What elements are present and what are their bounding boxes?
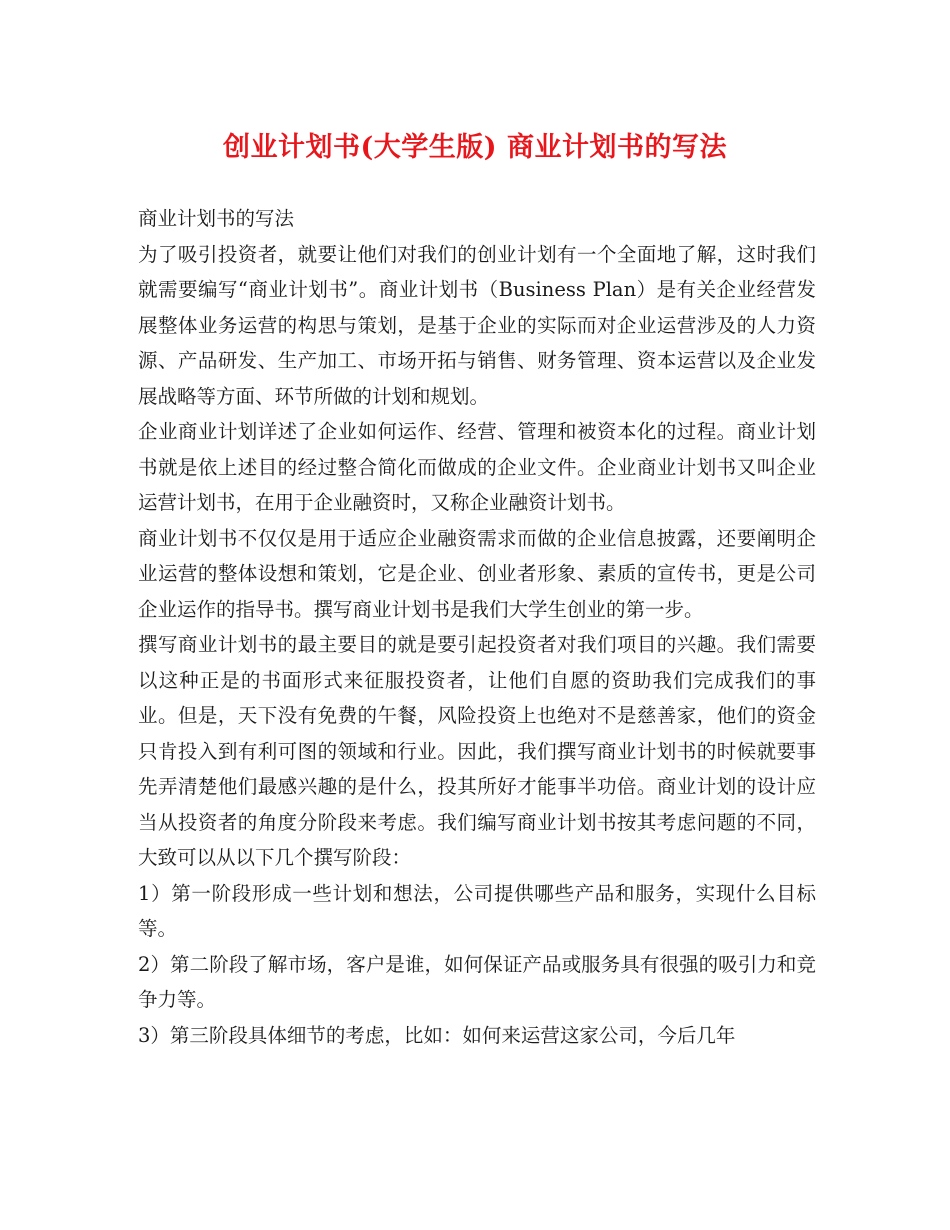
- paragraph: 为了吸引投资者，就要让他们对我们的创业计划有一个全面地了解，这时我们就需要编写“商业计划书”。商业计划书（Business Plan）是有关企业经营发展整体业务运营的构思与策划，是基于企业的实际而对企业运营涉及的人力资源、产品研发、生产加工、市场开拓与销售、财务管理、资本运营以及企业发展战略等方面、环节所做的计划和规划。: [138, 242, 816, 408]
- paragraph: 撰写商业计划书的最主要目的就是要引起投资者对我们项目的兴趣。我们需要以这种正是的书面形式来征服投资者，让他们自愿的资助我们完成我们的事业。但是，天下没有免费的午餐，风险投资上也绝对不是慈善家，他们的资金只肯投入到有利可图的领域和行业。因此，我们撰写商业计划书的时候就要事先弄清楚他们最感兴趣的是什么，投其所好才能事半功倍。商业计划的设计应当从投资者的角度分阶段来考虑。我们编写商业计划书按其考虑问题的不同，大致可以从以下几个撰写阶段：: [138, 633, 816, 869]
- paragraph: 企业商业计划详述了企业如何运作、经营、管理和被资本化的过程。商业计划书就是依上述目的经过整合简化而做成的企业文件。企业商业计划书又叫企业运营计划书，在用于企业融资时，又称企业融资计划书。: [138, 420, 816, 514]
- list-item: 3）第三阶段具体细节的考虑，比如：如何来运营这家公司，今后几年: [138, 1023, 736, 1047]
- document-title: 创业计划书(大学生版) 商业计划书的写法: [223, 132, 727, 163]
- document-body: [138, 201, 816, 1053]
- list-item: 2）第二阶段了解市场，客户是谁，如何保证产品或服务具有很强的吸引力和竞争力等。: [138, 952, 816, 1011]
- list-item: 1）第一阶段形成一些计划和想法，公司提供哪些产品和服务，实现什么目标等。: [138, 881, 816, 940]
- section-heading: 商业计划书的写法: [138, 207, 295, 230]
- paragraph: 商业计划书不仅仅是用于适应企业融资需求而做的企业信息披露，还要阐明企业运营的整体设想和策划，它是企业、创业者形象、素质的宣传书，更是公司企业运作的指导书。撰写商业计划书是我们大学生创业的第一步。: [138, 526, 816, 621]
